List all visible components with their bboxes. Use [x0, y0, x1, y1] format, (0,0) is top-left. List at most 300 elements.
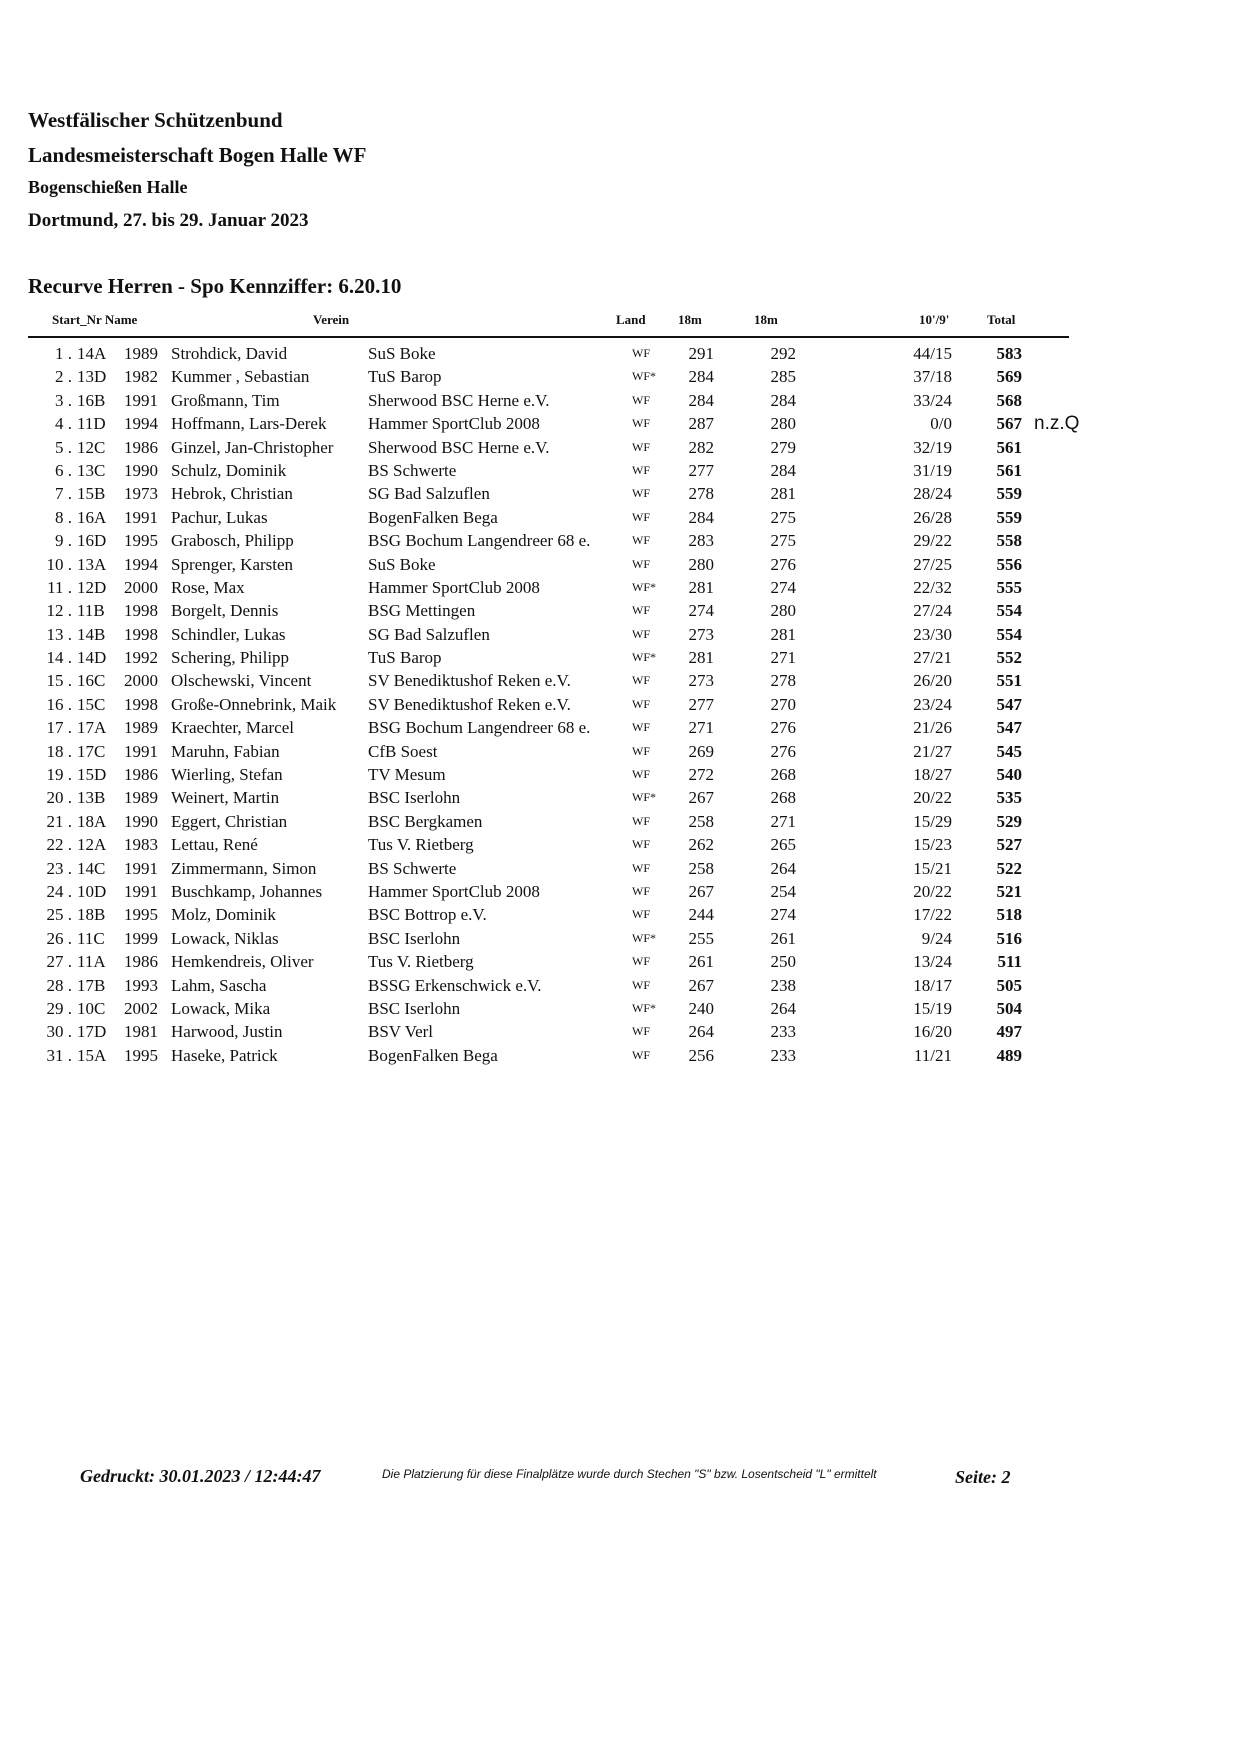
- club-name: SG Bad Salzuflen: [368, 484, 490, 504]
- championship-title: Landesmeisterschaft Bogen Halle WF: [28, 143, 367, 167]
- round2-score: 276: [770, 718, 796, 738]
- athlete-name: Hoffmann, Lars-Derek: [171, 414, 327, 434]
- round2-score: 233: [770, 1022, 796, 1042]
- land-code: WF: [632, 977, 650, 992]
- round2-score: 279: [770, 437, 796, 457]
- athlete-name: Lowack, Mika: [171, 998, 271, 1018]
- birth-year: 1994: [124, 414, 158, 434]
- club-name: TV Mesum: [368, 765, 446, 785]
- total-score: 522: [996, 858, 1022, 878]
- total-score: 521: [996, 881, 1022, 901]
- total-score: 559: [996, 507, 1022, 527]
- round1-score: 284: [688, 367, 714, 387]
- tens-nines: 11/21: [913, 1045, 952, 1065]
- round2-score: 264: [770, 858, 796, 878]
- tens-nines: 13/24: [913, 952, 952, 972]
- place: 11 .: [47, 577, 72, 597]
- place: 8 .: [55, 507, 72, 527]
- table-row: [0, 693, 1102, 716]
- start-number: 16A: [77, 507, 107, 527]
- round1-score: 255: [688, 928, 714, 948]
- start-number: 16B: [77, 390, 106, 410]
- start-number: 14C: [77, 858, 106, 878]
- athlete-name: Kraechter, Marcel: [171, 718, 294, 738]
- birth-year: 1983: [124, 835, 158, 855]
- birth-year: 1986: [124, 765, 158, 785]
- start-number: 14A: [77, 344, 107, 363]
- athlete-name: Schering, Philipp: [171, 648, 290, 668]
- land-code: WF*: [632, 1000, 656, 1015]
- total-score: 545: [996, 741, 1022, 761]
- tens-nines: 22/32: [913, 577, 952, 597]
- start-number: 16D: [77, 531, 107, 551]
- birth-year: 1986: [124, 952, 158, 972]
- start-number: 13B: [77, 788, 106, 808]
- place: 26 .: [46, 928, 72, 948]
- tens-nines: 15/29: [913, 811, 952, 831]
- table-row: [0, 482, 1102, 505]
- round1-score: 272: [688, 765, 714, 785]
- total-score: 559: [996, 484, 1022, 504]
- start-number: 18A: [77, 811, 107, 831]
- land-code: WF: [632, 439, 650, 454]
- round2-score: 268: [770, 788, 796, 808]
- tens-nines: 37/18: [913, 367, 952, 387]
- birth-year: 1991: [124, 390, 158, 410]
- athlete-name: Lahm, Sascha: [171, 975, 267, 995]
- total-score: 561: [996, 460, 1022, 480]
- land-code: WF: [632, 860, 650, 875]
- tens-nines: 20/22: [913, 788, 952, 808]
- club-name: BSV Verl: [368, 1022, 434, 1042]
- tens-nines: 18/17: [913, 975, 952, 995]
- athlete-name: Molz, Dominik: [171, 905, 276, 925]
- qualification-note: n.z.Q: [1034, 413, 1080, 435]
- club-name: BSG Bochum Langendreer 68 e.: [368, 718, 591, 738]
- start-number: 18B: [77, 905, 106, 925]
- table-row: [0, 1044, 1102, 1067]
- club-name: SuS Boke: [368, 554, 436, 574]
- athlete-name: Ginzel, Jan-Christopher: [171, 437, 334, 457]
- tens-nines: 18/27: [913, 765, 952, 785]
- total-score: 518: [996, 905, 1022, 925]
- club-name: BSSG Erkenschwick e.V.: [368, 975, 542, 995]
- column-header-start-nr-name: Start_Nr Name: [52, 312, 138, 327]
- round1-score: 278: [688, 484, 714, 504]
- athlete-name: Schulz, Dominik: [171, 460, 287, 480]
- club-name: SV Benediktushof Reken e.V.: [368, 694, 571, 714]
- table-row: [0, 763, 1102, 786]
- start-number: 10D: [77, 881, 107, 901]
- land-code: WF: [632, 486, 650, 501]
- table-row: [0, 740, 1102, 763]
- place: 18 .: [46, 741, 72, 761]
- birth-year: 1986: [124, 437, 158, 457]
- club-name: BS Schwerte: [368, 858, 457, 878]
- land-code: WF*: [632, 930, 656, 945]
- printed-timestamp: Gedruckt: 30.01.2023 / 12:44:47: [80, 1466, 321, 1486]
- birth-year: 1990: [124, 460, 158, 480]
- total-score: 547: [996, 718, 1022, 738]
- discipline-title: Bogenschießen Halle: [28, 177, 188, 197]
- tens-nines: 9/24: [921, 928, 952, 948]
- table-row: [0, 810, 1102, 833]
- club-name: Hammer SportClub 2008: [368, 414, 540, 434]
- round2-score: 275: [770, 531, 796, 551]
- place: 16 .: [46, 694, 72, 714]
- land-code: WF: [632, 883, 650, 898]
- tens-nines: 26/28: [913, 507, 952, 527]
- birth-year: 1982: [124, 367, 158, 387]
- club-name: Hammer SportClub 2008: [368, 577, 540, 597]
- tens-nines: 29/22: [913, 531, 952, 551]
- round2-score: 276: [770, 741, 796, 761]
- club-name: BSG Mettingen: [368, 601, 476, 621]
- round2-score: 238: [770, 975, 796, 995]
- athlete-name: Lowack, Niklas: [171, 928, 279, 948]
- total-score: 535: [996, 788, 1022, 808]
- round2-score: 274: [770, 577, 796, 597]
- tens-nines: 31/19: [913, 460, 952, 480]
- birth-year: 1992: [124, 648, 158, 668]
- page-number: Seite: 2: [955, 1467, 1011, 1487]
- total-score: 561: [996, 437, 1022, 457]
- tens-nines: 44/15: [913, 344, 952, 363]
- club-name: BSG Bochum Langendreer 68 e.: [368, 531, 591, 551]
- round1-score: 267: [688, 975, 714, 995]
- birth-year: 1989: [124, 718, 158, 738]
- start-number: 17B: [77, 975, 106, 995]
- total-score: 555: [996, 577, 1022, 597]
- tens-nines: 23/30: [913, 624, 952, 644]
- table-row: [0, 997, 1102, 1020]
- club-name: Sherwood BSC Herne e.V.: [368, 390, 550, 410]
- tens-nines: 15/23: [913, 835, 952, 855]
- start-number: 12C: [77, 437, 106, 457]
- total-score: 489: [996, 1045, 1022, 1065]
- start-number: 10C: [77, 998, 106, 1018]
- athlete-name: Zimmermann, Simon: [171, 858, 317, 878]
- athlete-name: Rose, Max: [171, 577, 245, 597]
- tens-nines: 27/25: [913, 554, 952, 574]
- athlete-name: Buschkamp, Johannes: [171, 881, 323, 901]
- tens-nines: 21/26: [913, 718, 952, 738]
- athlete-name: Maruhn, Fabian: [171, 741, 280, 761]
- tens-nines: 32/19: [913, 437, 952, 457]
- round1-score: 281: [688, 648, 714, 668]
- start-number: 12D: [77, 577, 107, 597]
- land-code: WF: [632, 462, 650, 477]
- round1-score: 277: [688, 460, 714, 480]
- birth-year: 1990: [124, 811, 158, 831]
- place: 30 .: [46, 1022, 72, 1042]
- class-title: Recurve Herren - Spo Kennziffer: 6.20.10: [28, 274, 402, 298]
- birth-year: 1995: [124, 1045, 158, 1065]
- place: 3 .: [55, 390, 72, 410]
- land-code: WF: [632, 837, 650, 852]
- tens-nines: 28/24: [913, 484, 952, 504]
- birth-year: 1989: [124, 788, 158, 808]
- round1-score: 240: [688, 998, 714, 1018]
- round2-score: 265: [770, 835, 796, 855]
- start-number: 15D: [77, 765, 107, 785]
- table-row: [0, 599, 1102, 622]
- total-score: 505: [996, 975, 1022, 995]
- table-row: [0, 857, 1102, 880]
- start-number: 14D: [77, 648, 107, 668]
- round1-score: 273: [688, 624, 714, 644]
- birth-year: 1998: [124, 601, 158, 621]
- club-name: Tus V. Rietberg: [368, 835, 474, 855]
- table-row: [0, 974, 1102, 997]
- club-name: SuS Boke: [368, 344, 436, 363]
- round1-score: 258: [688, 858, 714, 878]
- round1-score: 267: [688, 881, 714, 901]
- club-name: Sherwood BSC Herne e.V.: [368, 437, 550, 457]
- place: 23 .: [46, 858, 72, 878]
- land-code: WF: [632, 533, 650, 548]
- round1-score: 283: [688, 531, 714, 551]
- column-header-total: Total: [987, 312, 1016, 327]
- club-name: BSC Iserlohn: [368, 998, 461, 1018]
- table-row: [0, 646, 1102, 669]
- round2-score: 233: [770, 1045, 796, 1065]
- land-code: WF: [632, 907, 650, 922]
- athlete-name: Weinert, Martin: [171, 788, 280, 808]
- table-row: [0, 576, 1102, 599]
- total-score: 558: [996, 531, 1022, 551]
- table-row: [0, 459, 1102, 482]
- athlete-name: Strohdick, David: [171, 344, 288, 363]
- land-code: WF: [632, 626, 650, 641]
- club-name: Hammer SportClub 2008: [368, 881, 540, 901]
- start-number: 13D: [77, 367, 107, 387]
- total-score: 556: [996, 554, 1022, 574]
- table-row: [0, 833, 1102, 856]
- round1-score: 274: [688, 601, 714, 621]
- land-code: WF: [632, 743, 650, 758]
- birth-year: 1991: [124, 858, 158, 878]
- round1-score: 282: [688, 437, 714, 457]
- tens-nines: 0/0: [930, 414, 952, 434]
- start-number: 17D: [77, 1022, 107, 1042]
- total-score: 552: [996, 648, 1022, 668]
- start-number: 15C: [77, 694, 106, 714]
- place: 28 .: [46, 975, 72, 995]
- round2-score: 254: [770, 881, 796, 901]
- round1-score: 284: [688, 507, 714, 527]
- total-score: 504: [996, 998, 1022, 1018]
- table-row: [0, 669, 1102, 692]
- club-name: SG Bad Salzuflen: [368, 624, 490, 644]
- birth-year: 1994: [124, 554, 158, 574]
- start-number: 17A: [77, 718, 107, 738]
- round2-score: 261: [770, 928, 796, 948]
- total-score: 569: [996, 367, 1022, 387]
- table-row: [0, 623, 1102, 646]
- start-number: 15B: [77, 484, 106, 504]
- athlete-name: Kummer , Sebastian: [171, 367, 310, 387]
- place: 17 .: [46, 718, 72, 738]
- header-rule: [28, 336, 1069, 338]
- place: 4 .: [55, 414, 72, 434]
- birth-year: 2000: [124, 577, 158, 597]
- round2-score: 276: [770, 554, 796, 574]
- land-code: WF: [632, 954, 650, 969]
- tens-nines: 17/22: [913, 905, 952, 925]
- land-code: WF*: [632, 790, 656, 805]
- place: 21 .: [46, 811, 72, 831]
- land-code: WF*: [632, 369, 656, 384]
- start-number: 17C: [77, 741, 106, 761]
- place: 9 .: [55, 531, 72, 551]
- land-code: WF: [632, 509, 650, 524]
- start-number: 13C: [77, 460, 106, 480]
- club-name: BSC Iserlohn: [368, 788, 461, 808]
- round1-score: 277: [688, 694, 714, 714]
- column-header-land: Land: [616, 312, 646, 327]
- club-name: BSC Bottrop e.V.: [368, 905, 487, 925]
- place: 6 .: [55, 460, 72, 480]
- column-header-round2: 18m: [754, 312, 778, 327]
- tens-nines: 27/24: [913, 601, 952, 621]
- start-number: 14B: [77, 624, 106, 644]
- start-number: 12A: [77, 835, 107, 855]
- footer-note: Die Platzierung für diese Finalplätze wurde durch Stechen "S" bzw. Losentscheid "L" ermittelt: [382, 1467, 877, 1481]
- total-score: 527: [996, 835, 1022, 855]
- land-code: WF: [632, 767, 650, 782]
- athlete-name: Großmann, Tim: [171, 390, 280, 410]
- club-name: BSC Iserlohn: [368, 928, 461, 948]
- table-row: [0, 412, 1102, 435]
- round1-score: 262: [688, 835, 714, 855]
- total-score: 568: [996, 390, 1022, 410]
- place: 20 .: [46, 788, 72, 808]
- club-name: BSC Bergkamen: [368, 811, 483, 831]
- round2-score: 281: [770, 484, 796, 504]
- total-score: 554: [996, 601, 1022, 621]
- place: 19 .: [46, 765, 72, 785]
- table-row: [0, 389, 1102, 412]
- place: 13 .: [46, 624, 72, 644]
- tens-nines: 23/24: [913, 694, 952, 714]
- total-score: 529: [996, 811, 1022, 831]
- round2-score: 271: [770, 811, 796, 831]
- athlete-name: Pachur, Lukas: [171, 507, 268, 527]
- birth-year: 1973: [124, 484, 158, 504]
- table-row: [0, 342, 1102, 365]
- land-code: WF*: [632, 579, 656, 594]
- club-name: Tus V. Rietberg: [368, 952, 474, 972]
- birth-year: 1991: [124, 741, 158, 761]
- round1-score: 267: [688, 788, 714, 808]
- start-number: 11B: [77, 601, 105, 621]
- table-row: [0, 1020, 1102, 1043]
- place: 27 .: [46, 952, 72, 972]
- total-score: 497: [996, 1022, 1022, 1042]
- round2-score: 284: [770, 390, 796, 410]
- birth-year: 1981: [124, 1022, 158, 1042]
- start-number: 11D: [77, 414, 106, 434]
- club-name: SV Benediktushof Reken e.V.: [368, 671, 571, 691]
- round1-score: 244: [688, 905, 714, 925]
- start-number: 11C: [77, 928, 105, 948]
- land-code: WF: [632, 346, 650, 360]
- athlete-name: Wierling, Stefan: [171, 765, 283, 785]
- place: 24 .: [46, 881, 72, 901]
- round2-score: 280: [770, 601, 796, 621]
- table-row: [0, 903, 1102, 926]
- column-header-tens-nines: 10'/9': [919, 312, 950, 327]
- birth-year: 1991: [124, 881, 158, 901]
- land-code: WF: [632, 720, 650, 735]
- place: 10 .: [46, 554, 72, 574]
- round2-score: 284: [770, 460, 796, 480]
- place: 14 .: [46, 648, 72, 668]
- total-score: 554: [996, 624, 1022, 644]
- place: 7 .: [55, 484, 72, 504]
- place: 22 .: [46, 835, 72, 855]
- athlete-name: Haseke, Patrick: [171, 1045, 278, 1065]
- results-table: [0, 342, 1102, 1067]
- venue-date: Dortmund, 27. bis 29. Januar 2023: [28, 210, 309, 231]
- round2-score: 268: [770, 765, 796, 785]
- table-row: [0, 950, 1102, 973]
- club-name: BogenFalken Bega: [368, 1045, 498, 1065]
- round1-score: 291: [688, 344, 714, 363]
- birth-year: 1995: [124, 905, 158, 925]
- place: 25 .: [46, 905, 72, 925]
- tens-nines: 21/27: [913, 741, 952, 761]
- round1-score: 281: [688, 577, 714, 597]
- land-code: WF: [632, 603, 650, 618]
- round2-score: 281: [770, 624, 796, 644]
- table-row: [0, 436, 1102, 459]
- tens-nines: 15/21: [913, 858, 952, 878]
- table-row: [0, 506, 1102, 529]
- round1-score: 280: [688, 554, 714, 574]
- athlete-name: Große-Onnebrink, Maik: [171, 694, 337, 714]
- athlete-name: Hebrok, Christian: [171, 484, 293, 504]
- athlete-name: Schindler, Lukas: [171, 624, 286, 644]
- birth-year: 1998: [124, 624, 158, 644]
- round1-score: 273: [688, 671, 714, 691]
- place: 5 .: [55, 437, 72, 457]
- round2-score: 270: [770, 694, 796, 714]
- birth-year: 1998: [124, 694, 158, 714]
- round1-score: 287: [688, 414, 714, 434]
- round2-score: 271: [770, 648, 796, 668]
- athlete-name: Grabosch, Philipp: [171, 531, 294, 551]
- place: 31 .: [46, 1045, 72, 1065]
- land-code: WF: [632, 1047, 650, 1062]
- club-name: CfB Soest: [368, 741, 438, 761]
- land-code: WF: [632, 416, 650, 431]
- place: 1 .: [55, 344, 72, 363]
- tens-nines: 15/19: [913, 998, 952, 1018]
- land-code: WF: [632, 813, 650, 828]
- round1-score: 271: [688, 718, 714, 738]
- table-row: [0, 529, 1102, 552]
- table-row: [0, 553, 1102, 576]
- tens-nines: 33/24: [913, 390, 952, 410]
- club-name: TuS Barop: [368, 367, 442, 387]
- total-score: 583: [996, 344, 1022, 363]
- table-row: [0, 365, 1102, 388]
- club-name: BogenFalken Bega: [368, 507, 498, 527]
- total-score: 540: [996, 765, 1022, 785]
- round2-score: 275: [770, 507, 796, 527]
